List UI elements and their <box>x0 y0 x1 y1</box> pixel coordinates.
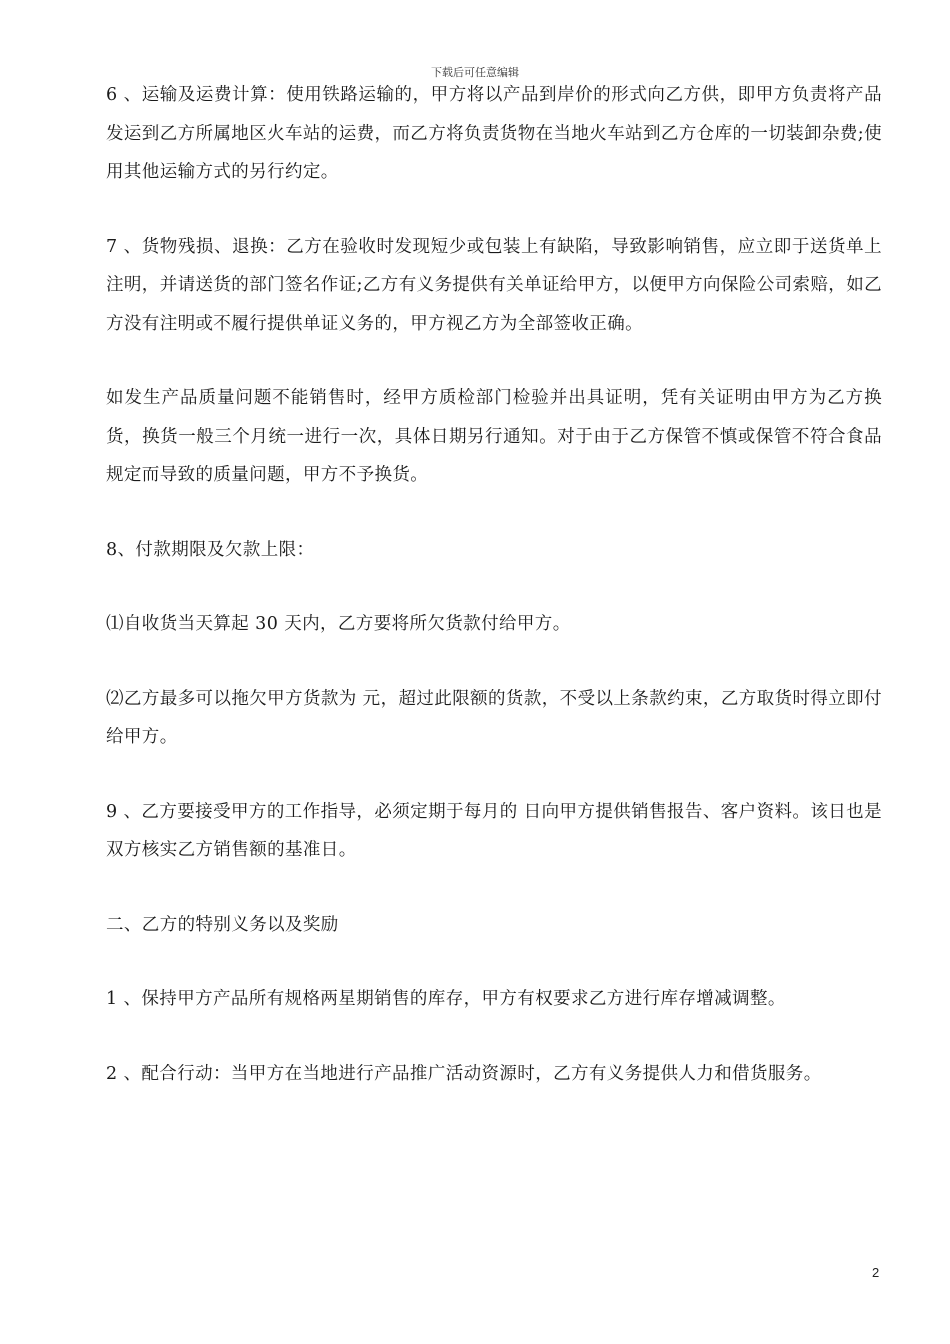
section-heading-special-duties: 二、乙方的特别义务以及奖励 <box>106 914 339 935</box>
paragraph-payment-term-1: ⑴自收货当天算起 30 天内，乙方要将所欠货款付给甲方。 <box>106 614 571 634</box>
paragraph-quality-exchange: 如发生产品质量问题不能销售时，经甲方质检部门检验并出具证明，凭有关证明由甲方为乙方换货，换货一般三个月统一进行一次，具体日期另行通知。对于由于乙方保管不慎或保管不符合食品规定而导致的质量问题，甲方不予换货。 <box>106 388 882 485</box>
paragraph-cooperation: 2 、配合行动：当甲方在当地进行产品推广活动资源时，乙方有义务提供人力和借货服务。 <box>106 1063 822 1084</box>
paragraph-payment-term-2: ⑵乙方最多可以拖欠甲方货款为 元，超过此限额的货款，不受以上条款约束，乙方取货时得立即付给甲方。 <box>106 688 882 747</box>
paragraph-damage-return: 7 、货物残损、退换：乙方在验收时发现短少或包装上有缺陷，导致影响销售，应立即于送货单上注明，并请送货的部门签名作证;乙方有义务提供有关单证给甲方，以便甲方向保险公司索赔，如乙方没有注明或不履行提供单证义务的，甲方视乙方为全部签收正确。 <box>106 236 882 334</box>
document-body <box>106 76 882 1093</box>
header-note: 下载后可任意编辑 <box>431 66 519 79</box>
paragraph-inventory: 1 、保持甲方产品所有规格两星期销售的库存，甲方有权要求乙方进行库存增减调整。 <box>106 989 786 1009</box>
page-number: 2 <box>872 1265 880 1280</box>
paragraph-payment-heading: 8、付款期限及欠款上限： <box>106 539 315 560</box>
paragraph-guidance-report: 9 、乙方要接受甲方的工作指导，必须定期于每月的 日向甲方提供销售报告、客户资料。该日也是双方核实乙方销售额的基准日。 <box>106 801 882 860</box>
paragraph-transport: 6 、运输及运费计算：使用铁路运输的，甲方将以产品到岸价的形式向乙方供，即甲方负责将产品发运到乙方所属地区火车站的运费，而乙方将负责货物在当地火车站到乙方仓库的一切装卸杂费;使用其他运输方式的另行约定。 <box>106 85 882 182</box>
